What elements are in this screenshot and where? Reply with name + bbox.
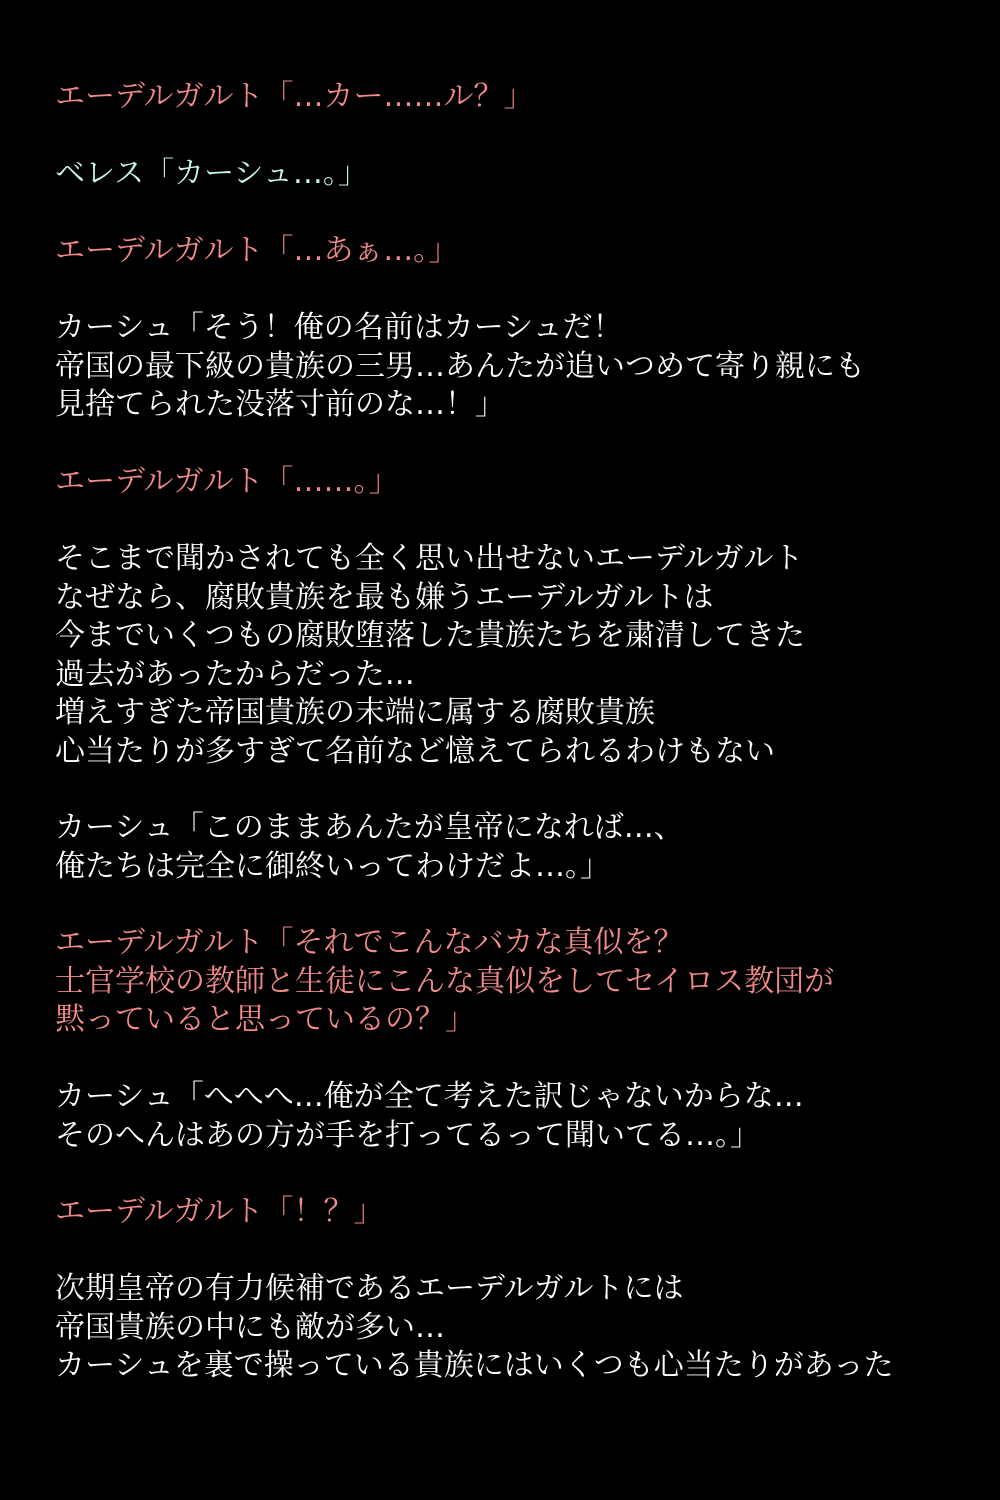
dialogue-block-edelgard-5	[55, 1193, 975, 1232]
narration-line: 増えすぎた帝国貴族の末端に属する腐敗貴族	[55, 695, 655, 730]
dialogue-line: ベレス「カーシュ…。」	[55, 156, 368, 191]
dialogue-line: エーデルガルト「…あぁ…。」	[55, 233, 459, 268]
dialogue-line: 士官学校の教師と生徒にこんな真似をしてセイロス教団が	[55, 963, 835, 999]
dialogue-block-edelgard-4	[55, 924, 975, 1040]
dialogue-line: 見捨てられた没落寸前のな…！」	[55, 387, 505, 422]
dialogue-line: エーデルガルト「…カー……ル？」	[55, 79, 534, 114]
dialogue-block-byleth-1	[55, 155, 975, 194]
dialogue-block-edelgard-2	[55, 232, 975, 271]
dialogue-block-kashu-2	[55, 809, 975, 886]
narration-line: カーシュを裏で操っている貴族にはいくつも心当たりがあった	[55, 1348, 894, 1383]
dialogue-block-edelgard-3	[55, 463, 975, 502]
dialogue-block-kashu-3	[55, 1078, 975, 1155]
dialogue-line: エーデルガルト「！？」	[55, 1194, 384, 1229]
narration-line: 次期皇帝の有力候補であるエーデルガルトには	[55, 1271, 684, 1306]
dialogue-line: カーシュ「このままあんたが皇帝になれば…、	[55, 810, 684, 845]
dialogue-line: エーデルガルト「……。」	[55, 464, 399, 499]
narration-line: そこまで聞かされても全く思い出せないエーデルガルト	[55, 541, 804, 576]
narration-line: 帝国貴族の中にも敵が多い…	[55, 1309, 445, 1345]
narration-line: 心当たりが多すぎて名前など憶えてられるわけもない	[55, 733, 775, 769]
dialogue-line: カーシュ「へへへ…俺が全て考えた訳じゃないからな…	[55, 1079, 804, 1114]
narration-line: 今までいくつもの腐敗堕落した貴族たちを粛清してきた	[55, 618, 805, 653]
dialogue-line: 黙っていると思っているの？」	[55, 1002, 475, 1037]
dialogue-line: エーデルガルト「それでこんなバカな真似を？	[55, 925, 684, 960]
dialogue-line: 俺たちは完全に御終いってわけだよ…。」	[55, 848, 610, 884]
narration-line: なぜなら、腐敗貴族を最も嫌うエーデルガルトは	[55, 579, 714, 615]
dialogue-line: そのへんはあの方が手を打ってるって聞いてる…。」	[55, 1117, 760, 1153]
dialogue-line: カーシュ「そう！俺の名前はカーシュだ！	[55, 310, 623, 345]
narration-block-1	[55, 540, 975, 771]
narration-line: 過去があったからだった…	[55, 656, 415, 692]
dialogue-block-edelgard-1	[55, 78, 975, 117]
narration-block-2	[55, 1270, 975, 1386]
dialogue-line: 帝国の最下級の貴族の三男…あんたが追いつめて寄り親にも	[55, 348, 865, 384]
dialogue-block-kashu-1	[55, 309, 975, 425]
